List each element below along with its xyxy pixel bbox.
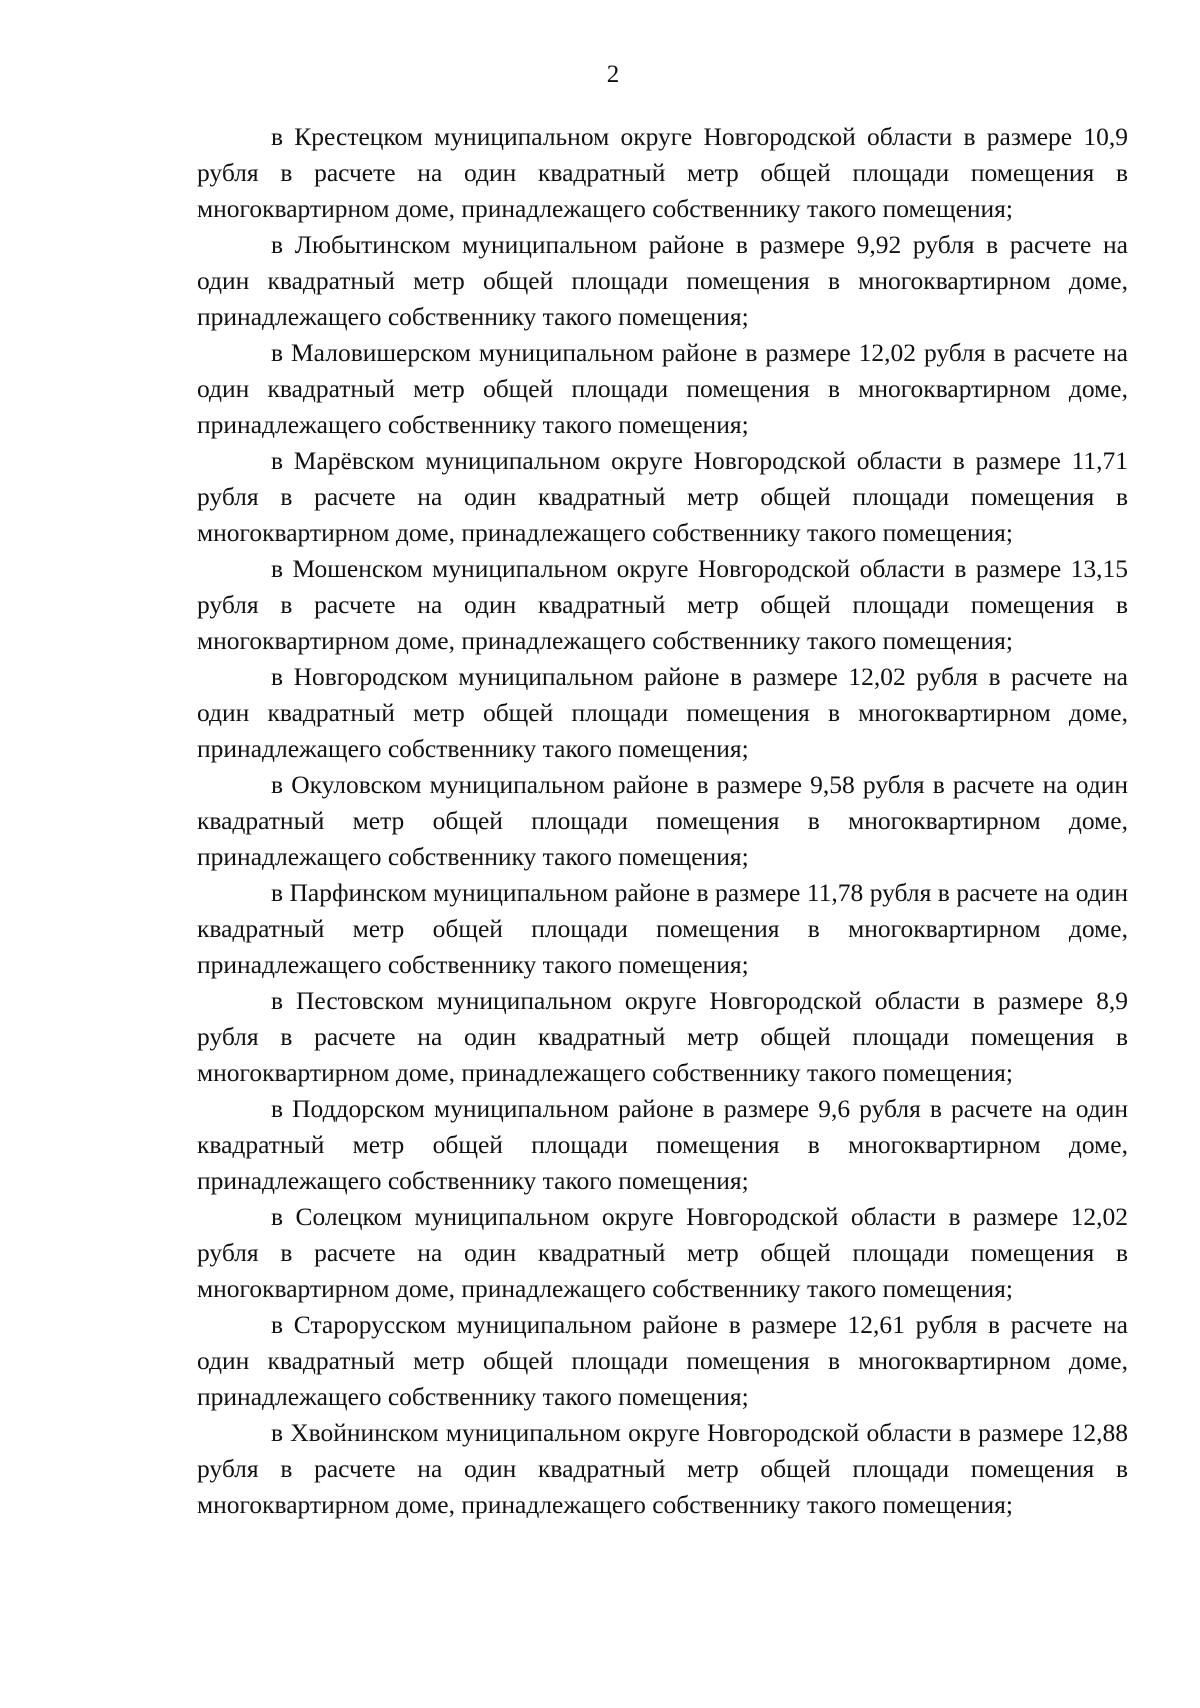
paragraph-malovishersky: в Маловишерском муниципальном районе в размере 12,02 рубля в расчете на один квадратный метр общей площади помещения в многоквартирном доме, принадлежащего собственнику такого помещения; [197,338,1128,439]
paragraph-poddorsky: в Поддорском муниципальном районе в размере 9,6 рубля в расчете на один квадратный метр общей площади помещения в многоквартирном доме, принадлежащего собственнику такого помещения; [197,1094,1128,1195]
paragraph-parfinsky: в Парфинском муниципальном районе в размере 11,78 рубля в расчете на один квадратный метр общей площади помещения в многоквартирном доме, принадлежащего собственнику такого помещения; [197,878,1128,979]
paragraph-marevsky: в Марёвском муниципальном округе Новгородской области в размере 11,71 рубля в расчете на один квадратный метр общей площади помещения в многоквартирном доме, принадлежащего собственнику такого помещения; [197,446,1128,547]
paragraph-novgorodsky: в Новгородском муниципальном районе в размере 12,02 рубля в расчете на один квадратный метр общей площади помещения в многоквартирном доме, принадлежащего собственнику такого помещения; [197,662,1128,763]
paragraph-okulovsky: в Окуловском муниципальном районе в размере 9,58 рубля в расчете на один квадратный метр общей площади помещения в многоквартирном доме, принадлежащего собственнику такого помещения; [197,770,1128,871]
paragraph-khvoyninsky: в Хвойнинском муниципальном округе Новгородской области в размере 12,88 рубля в расчете на один квадратный метр общей площади помещения в многоквартирном доме, принадлежащего собственнику такого помещения; [197,1418,1128,1519]
paragraph-lyubytinsky: в Любытинском муниципальном районе в размере 9,92 рубля в расчете на один квадратный метр общей площади помещения в многоквартирном доме, принадлежащего собственнику такого помещения; [197,230,1128,331]
document-body [197,119,1128,1523]
paragraph-krestetsky: в Крестецком муниципальном округе Новгородской области в размере 10,9 рубля в расчете на один квадратный метр общей площади помещения в многоквартирном доме, принадлежащего собственнику такого помещения; [197,122,1128,223]
paragraph-starorussky: в Старорусском муниципальном районе в размере 12,61 рубля в расчете на один квадратный метр общей площади помещения в многоквартирном доме, принадлежащего собственнику такого помещения; [197,1310,1128,1411]
paragraph-moshensky: в Мошенском муниципальном округе Новгородской области в размере 13,15 рубля в расчете на один квадратный метр общей площади помещения в многоквартирном доме, принадлежащего собственнику такого помещения; [197,554,1128,655]
paragraph-soletsky: в Солецком муниципальном округе Новгородской области в размере 12,02 рубля в расчете на один квадратный метр общей площади помещения в многоквартирном доме, принадлежащего собственнику такого помещения; [197,1202,1128,1303]
page-number: 2 [606,61,620,88]
paragraph-pestovsky: в Пестовском муниципальном округе Новгородской области в размере 8,9 рубля в расчете на один квадратный метр общей площади помещения в многоквартирном доме, принадлежащего собственнику такого помещения; [197,986,1128,1087]
